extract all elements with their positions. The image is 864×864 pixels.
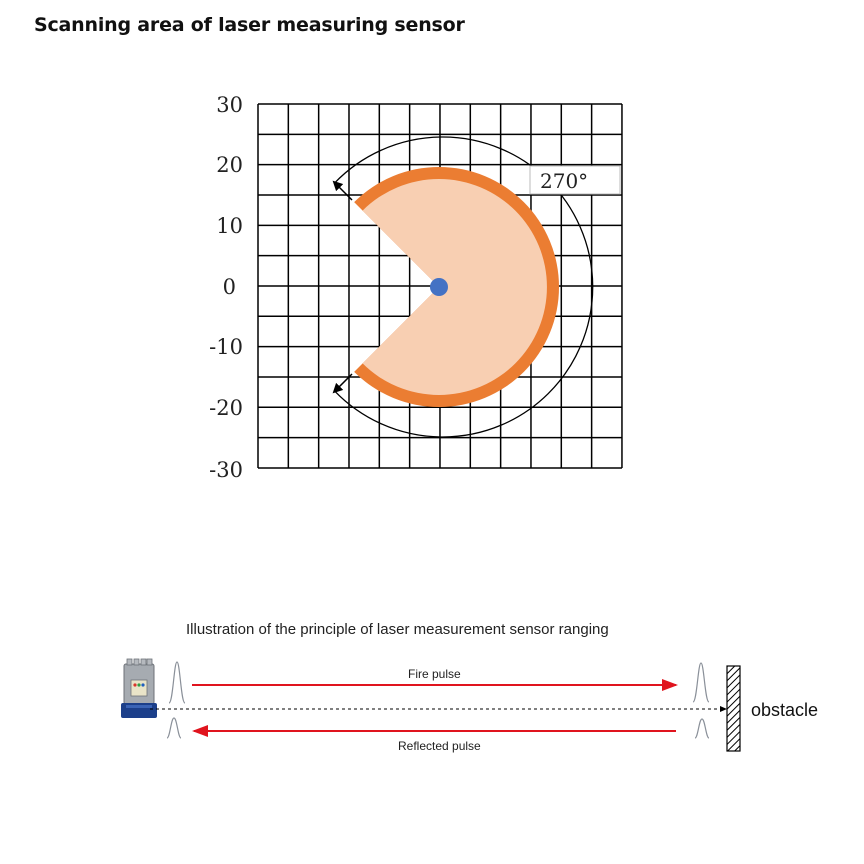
y-axis-labels [209, 93, 243, 482]
y-tick-label: -10 [209, 335, 243, 359]
fire-pulse-label: Fire pulse [408, 667, 461, 681]
angle-label: 270° [540, 169, 589, 193]
obstacle-wall-icon [727, 666, 740, 751]
obstacle-label: obstacle [751, 700, 819, 720]
beam-centerline-arrowhead [720, 706, 727, 712]
y-tick-label: -20 [209, 396, 243, 420]
y-tick-label: 20 [216, 153, 243, 177]
pulse-icon [693, 663, 709, 702]
ranging-diagram-title: Illustration of the principle of laser measurement sensor ranging [186, 621, 609, 638]
pulse-icon [169, 662, 185, 703]
y-tick-label: 10 [216, 214, 243, 238]
y-tick-label: 30 [216, 93, 243, 117]
page-title: Scanning area of laser measuring sensor [34, 14, 465, 36]
reflected-pulse-label: Reflected pulse [398, 739, 481, 753]
sensor-center-point [430, 278, 448, 296]
pulse-icon [695, 719, 709, 738]
pulse-icon [167, 718, 181, 738]
y-tick-label: 0 [222, 275, 236, 299]
y-tick-label: -30 [209, 458, 243, 482]
